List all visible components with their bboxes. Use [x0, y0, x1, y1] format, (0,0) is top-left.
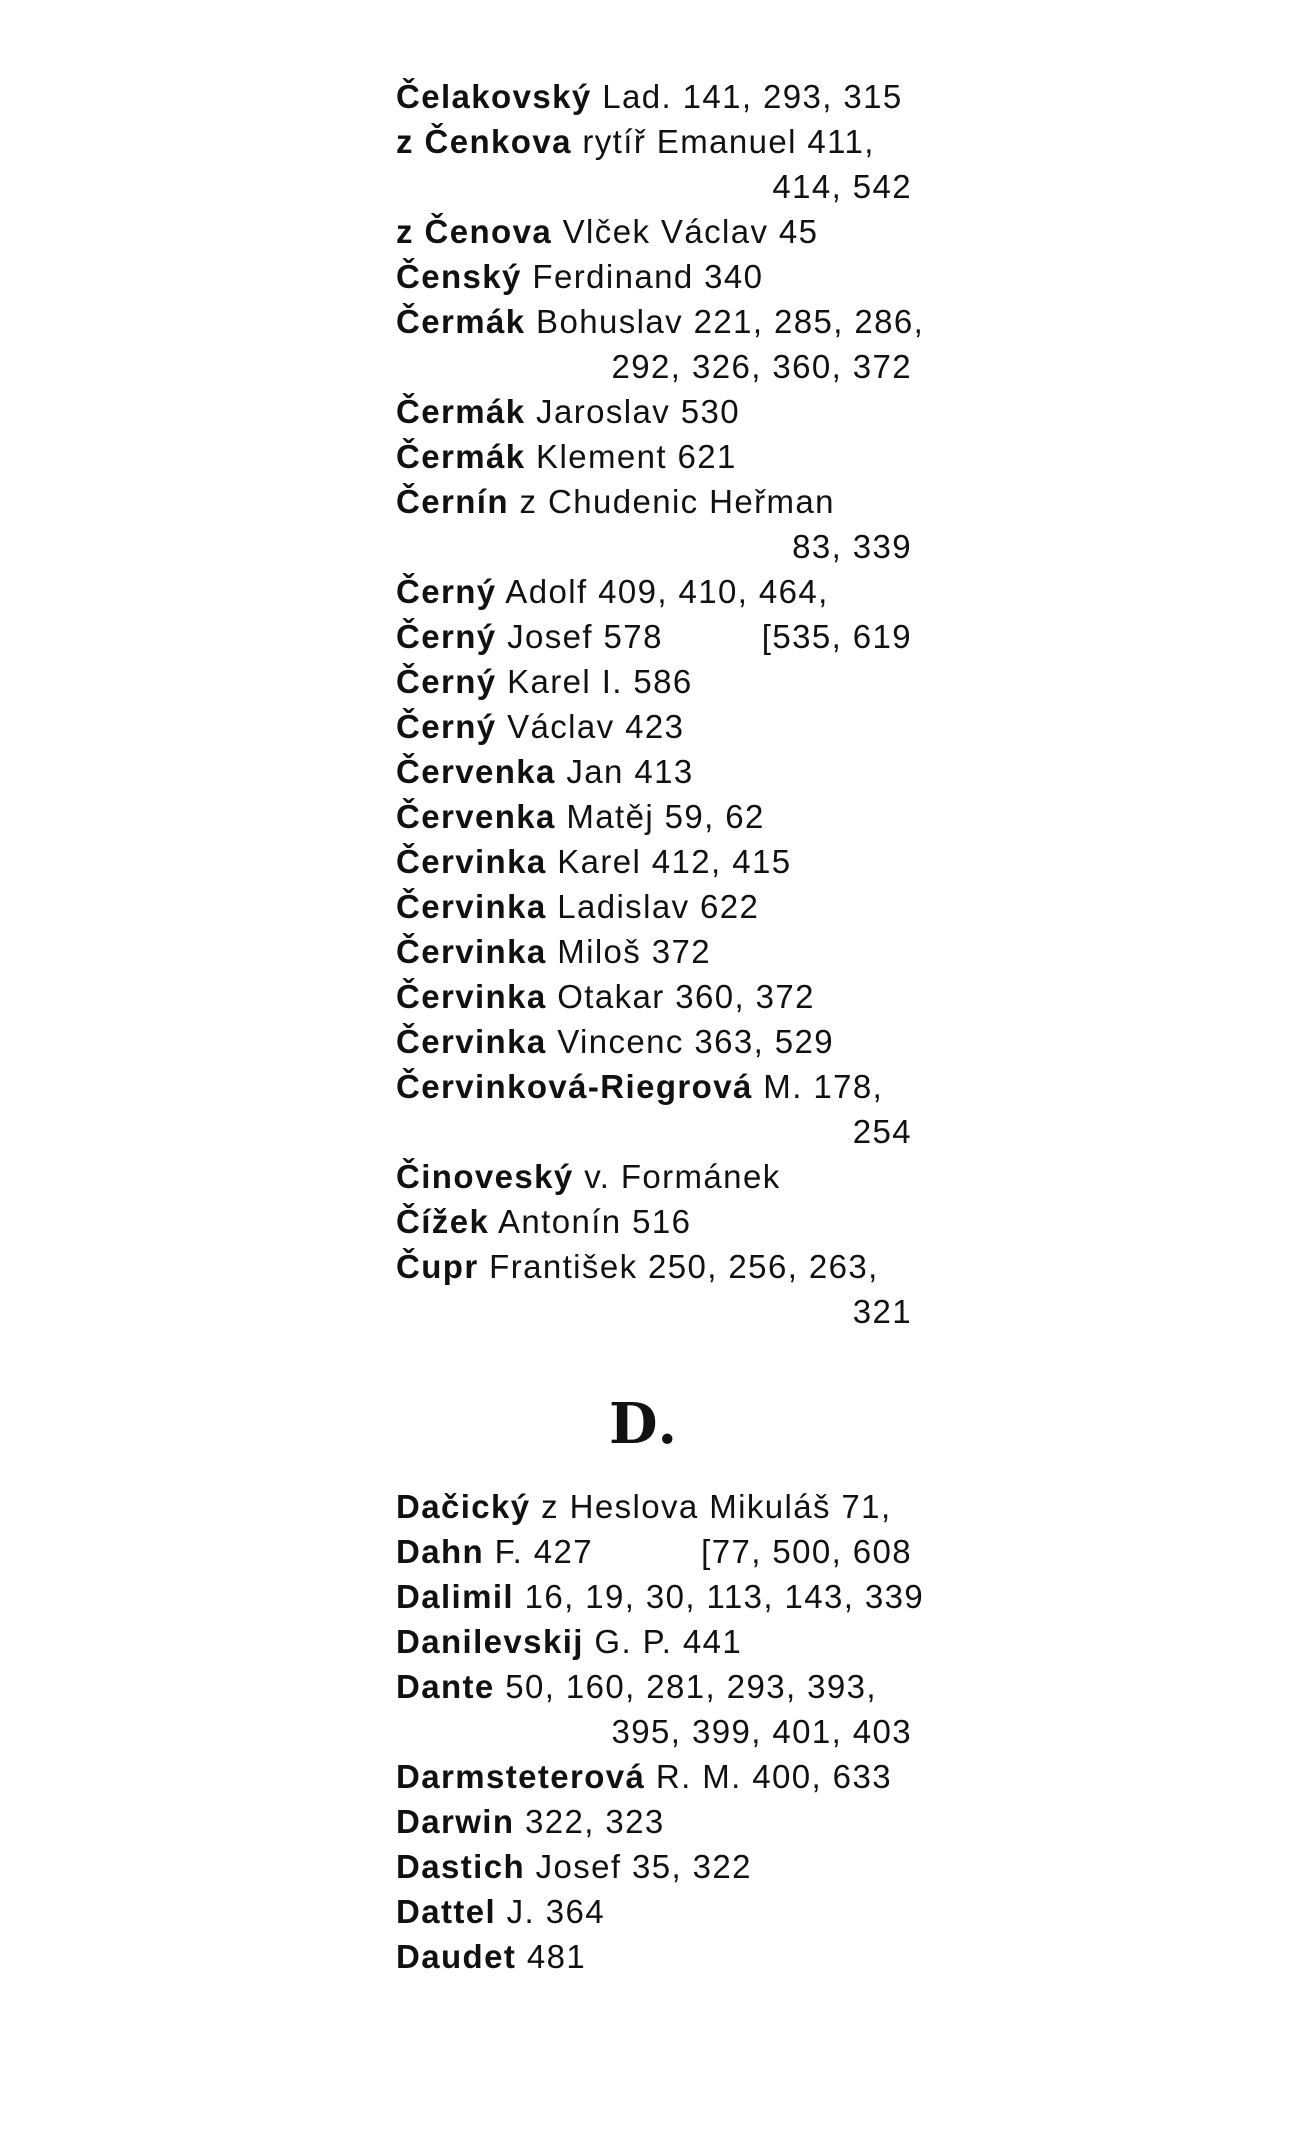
entry-pages: z Chudenic Heřman	[508, 483, 835, 520]
entry-name: z Čenova	[396, 213, 553, 250]
index-entry	[396, 1664, 912, 1709]
index-entry	[396, 1154, 912, 1199]
entry-name: Dahn	[396, 1533, 485, 1570]
entry-name: Čenský	[396, 258, 522, 295]
entry-pages: 481	[516, 1938, 587, 1975]
index-entry	[396, 1889, 912, 1934]
entry-pages: rytíř Emanuel 411,	[571, 123, 875, 160]
entry-pages: Karel 412, 415	[546, 843, 792, 880]
index-entry	[396, 299, 925, 344]
index-entry	[396, 1574, 925, 1619]
index-entry	[396, 1529, 912, 1574]
entry-name: Červinka	[396, 1023, 547, 1060]
entry-name: Černý	[396, 618, 497, 655]
entry-name: Červinková-Riegrová	[396, 1068, 753, 1105]
entry-pages: Josef 578	[496, 618, 663, 655]
entry-pages: 321	[852, 1293, 912, 1330]
entry-pages: 322, 323	[514, 1803, 665, 1840]
entry-name: Dastich	[396, 1848, 526, 1885]
entry-pages: v. Formánek	[573, 1158, 781, 1195]
index-entry	[396, 1019, 912, 1064]
entry-pages: Matěj 59, 62	[555, 798, 765, 835]
entry-pages: Klement 621	[525, 438, 737, 475]
entry-overflow-pages: [535, 619	[761, 618, 912, 655]
entry-pages: Jan 413	[555, 753, 694, 790]
entry-name: Činoveský	[396, 1158, 574, 1195]
entry-name: Červinka	[396, 843, 547, 880]
entry-pages: Václav 423	[496, 708, 685, 745]
index-entry	[396, 389, 912, 434]
entry-name: Černín	[396, 483, 509, 520]
index-column	[396, 74, 925, 1979]
section-gap	[396, 1334, 912, 1364]
index-entry	[396, 704, 912, 749]
entry-name: Dalimil	[396, 1578, 515, 1615]
index-entry-continuation	[396, 164, 912, 209]
index-entry	[396, 1934, 912, 1979]
entry-pages: F. 427	[484, 1533, 593, 1570]
index-entry	[396, 749, 912, 794]
entry-pages: Vlček Václav 45	[552, 213, 819, 250]
entry-pages: R. M. 400, 633	[645, 1758, 892, 1795]
index-entry	[396, 209, 912, 254]
index-entry	[396, 614, 912, 659]
entry-pages: Ferdinand 340	[521, 258, 764, 295]
index-entry-continuation	[396, 1289, 912, 1334]
entry-pages: Bohuslav 221, 285, 286,	[525, 303, 925, 340]
index-entry	[396, 794, 912, 839]
entry-name: Čupr	[396, 1248, 479, 1285]
entry-name: Červinka	[396, 978, 547, 1015]
entry-pages: 50, 160, 281, 293, 393,	[494, 1668, 877, 1705]
entry-pages: G. P. 441	[583, 1623, 743, 1660]
entry-name: Čermák	[396, 393, 526, 430]
entry-pages: Vincenc 363, 529	[546, 1023, 835, 1060]
entry-name: Čermák	[396, 438, 526, 475]
index-entry-continuation	[396, 524, 912, 569]
entry-name: Červinka	[396, 888, 547, 925]
entry-pages: Miloš 372	[546, 933, 712, 970]
entry-name: Darmsteterová	[396, 1758, 646, 1795]
entry-name: Čížek	[396, 1203, 490, 1240]
entry-name: Danilevskij	[396, 1623, 584, 1660]
entry-name: Dante	[396, 1668, 495, 1705]
entry-pages: Josef 35, 322	[525, 1848, 752, 1885]
section-letter: D.	[608, 1391, 680, 1457]
index-entry	[396, 1754, 912, 1799]
entry-name: Červinka	[396, 933, 547, 970]
entry-name: Černý	[396, 708, 497, 745]
entry-pages: Otakar 360, 372	[546, 978, 815, 1015]
index-entry	[396, 74, 912, 119]
entry-name: Černý	[396, 573, 497, 610]
index-entry	[396, 119, 912, 164]
index-entry	[396, 1484, 912, 1529]
entry-pages: Jaroslav 530	[525, 393, 740, 430]
entry-pages: 292, 326, 360, 372	[611, 348, 912, 385]
index-entry	[396, 254, 912, 299]
entry-name: Darwin	[396, 1803, 515, 1840]
entry-name: Černý	[396, 663, 497, 700]
entry-pages: 254	[852, 1113, 912, 1150]
entry-pages: J. 364	[496, 1893, 605, 1930]
entry-pages: 16, 19, 30, 113, 143, 339	[514, 1578, 925, 1615]
index-entry	[396, 1619, 912, 1664]
entry-name: Čelakovský	[396, 78, 592, 115]
entry-name: z Čenkova	[396, 123, 572, 160]
entry-pages: M. 178,	[752, 1068, 884, 1105]
index-entry	[396, 929, 912, 974]
index-entry	[396, 569, 912, 614]
index-entry-continuation	[396, 1109, 912, 1154]
entry-name: Dačický	[396, 1488, 531, 1525]
entry-pages: 83, 339	[792, 528, 912, 565]
entry-pages: Antonín 516	[489, 1203, 692, 1240]
index-entry	[396, 839, 912, 884]
entry-pages: Karel I. 586	[496, 663, 693, 700]
entry-pages: 395, 399, 401, 403	[611, 1713, 912, 1750]
entry-pages: František 250, 256, 263,	[478, 1248, 879, 1285]
entry-pages: z Heslova Mikuláš 71,	[530, 1488, 892, 1525]
index-entry	[396, 659, 912, 704]
entry-overflow-pages: [77, 500, 608	[701, 1533, 912, 1570]
index-entry	[396, 1199, 912, 1244]
entry-name: Červenka	[396, 798, 556, 835]
index-entry	[396, 884, 912, 929]
index-entry	[396, 974, 912, 1019]
index-entry	[396, 434, 912, 479]
entry-pages: Lad. 141, 293, 315	[591, 78, 903, 115]
index-entry-continuation	[396, 1709, 912, 1754]
index-entry	[396, 1244, 912, 1289]
index-entry	[396, 479, 912, 524]
entry-pages: Adolf 409, 410, 464,	[496, 573, 829, 610]
index-entry-continuation	[396, 344, 912, 389]
entry-name: Čermák	[396, 303, 526, 340]
entry-pages: Ladislav 622	[546, 888, 760, 925]
entry-name: Červenka	[396, 753, 556, 790]
entry-name: Daudet	[396, 1938, 517, 1975]
index-entry	[396, 1799, 912, 1844]
index-entry	[396, 1844, 912, 1889]
index-entry	[396, 1064, 912, 1109]
entry-pages: 414, 542	[772, 168, 912, 205]
entry-name: Dattel	[396, 1893, 497, 1930]
